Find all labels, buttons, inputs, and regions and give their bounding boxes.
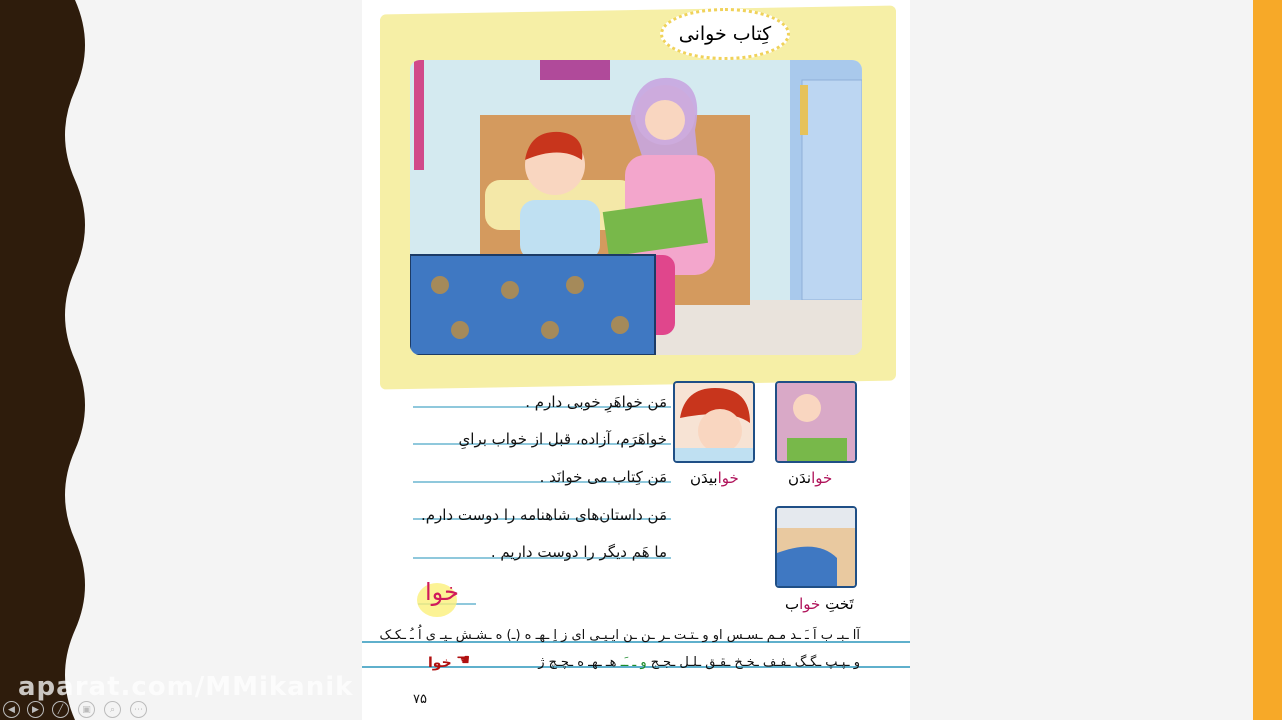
decorative-wave-border <box>0 0 92 720</box>
illustration-reading-in-bed <box>410 60 862 355</box>
more-icon[interactable]: ⋯ <box>130 701 147 718</box>
pen-icon[interactable]: ╱ <box>52 701 69 718</box>
sentence-2: خواهَرَم، آزاده، قبل از خواب برایِ <box>458 430 667 448</box>
zoom-icon[interactable]: ⌕ <box>104 701 121 718</box>
focus-letters: خوا <box>425 578 459 606</box>
page-number: ۷۵ <box>413 692 427 707</box>
previous-icon[interactable]: ◀ <box>3 701 20 718</box>
thumb-bed <box>775 506 857 588</box>
sentence-1: مَن خواهَرِ خوبی دارم . <box>525 393 667 411</box>
pointing-hand-icon: ☚ <box>456 650 471 669</box>
watermark: aparat.com/MMikanik <box>18 672 354 702</box>
alphabet-row-1: آا ـبـ ب اَ ـَ ـد مـم ـسـس او و ـتـت ـر ـن ـن ایـیـی ای ز اِ ـهـ ه (ـ) ه ـشـش ـیـ ی اُ ـُ ـکـک <box>379 628 860 643</box>
slides-icon[interactable]: ▣ <box>78 701 95 718</box>
word-khandan: خواندَن <box>788 469 833 487</box>
lesson-title: کِتاب خوانی <box>660 8 790 60</box>
word-khabidan: خوابیدَن <box>690 469 739 487</box>
sentence-3: مَن کِتاب می خوانَد . <box>539 468 667 486</box>
orange-side-bar <box>1253 0 1282 720</box>
next-icon[interactable]: ▶ <box>27 701 44 718</box>
sentence-5: ما هَم دیگر را دوست داریم . <box>490 543 667 561</box>
sentence-4: مَن داستان‌های شاهنامه را دوست دارم. <box>420 506 667 524</box>
thumb-sleeping <box>673 381 755 463</box>
alphabet-row-2: و ـپـپ ـگـگ ـفـف ـخـخ ـقـق ـلـل ـجـج و ـ ـَـ هـ ـهـ ه ـچـچ ژ <box>538 655 860 670</box>
new-letters: خوا <box>428 655 452 671</box>
thumb-reading <box>775 381 857 463</box>
word-takht-khab: تَختِ خواب <box>785 595 854 613</box>
